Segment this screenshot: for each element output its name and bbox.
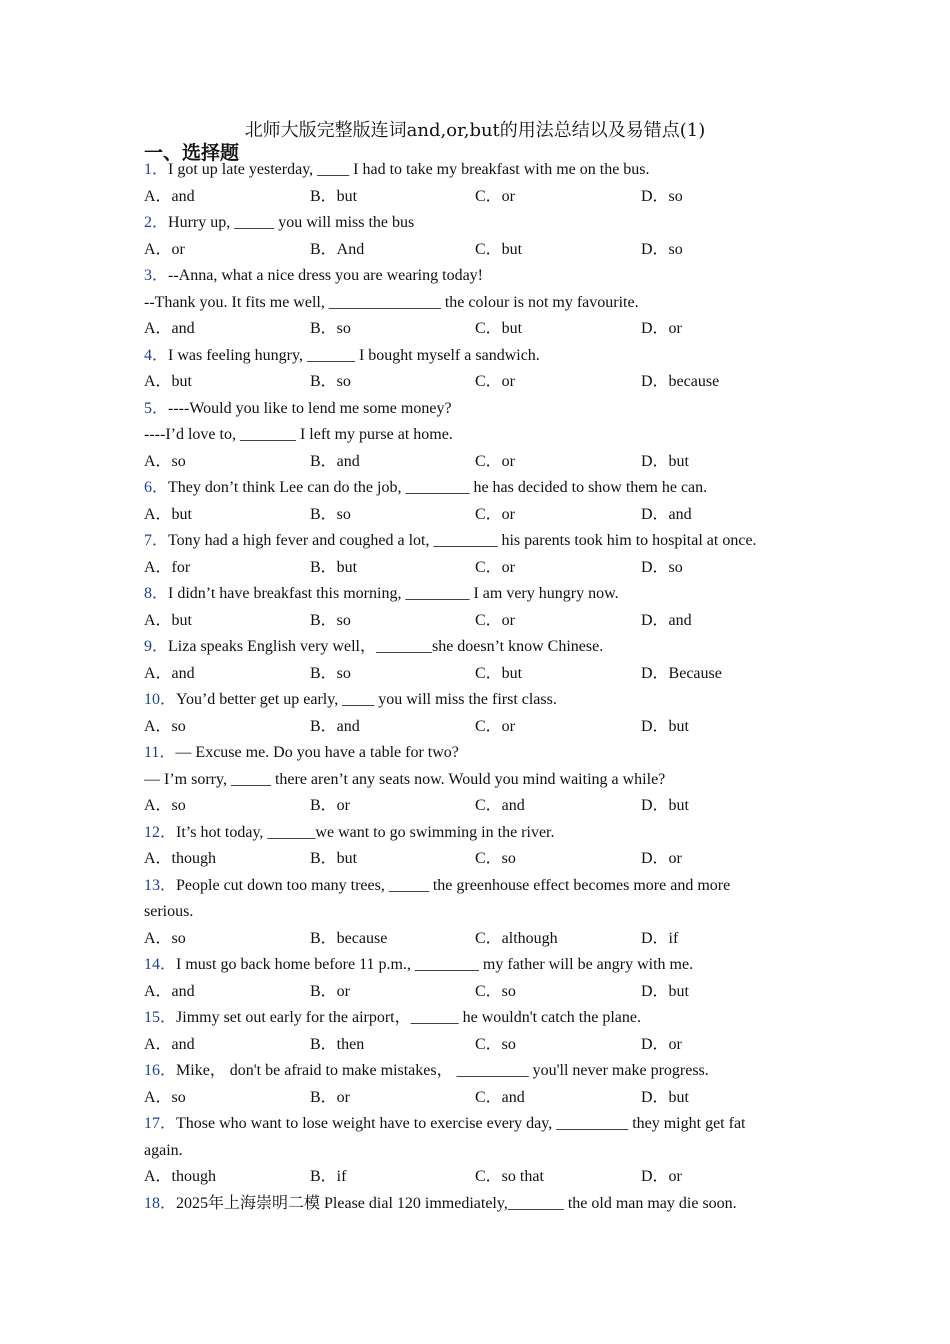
question-text: serious. [144, 903, 194, 920]
answer-option[interactable]: A．so [144, 1088, 186, 1106]
question-number: 2． [144, 214, 169, 231]
answer-option[interactable]: B．but [310, 850, 358, 867]
question-stem [144, 531, 804, 551]
question-stem [144, 876, 804, 896]
answer-option[interactable]: D．but [641, 1088, 690, 1106]
question-number: 14． [144, 956, 177, 973]
question-number: 15． [144, 1009, 177, 1026]
question-text: Tony had a high fever and coughed a lot, ________ his parents took him to hospital at once. [168, 532, 757, 549]
question-stem [144, 743, 804, 763]
answer-option[interactable]: C．so [475, 850, 516, 867]
answer-option[interactable]: D．and [641, 505, 692, 523]
question-stem [144, 266, 804, 286]
question-text: — I’m sorry, _____ there aren’t any seats now. Would you mind waiting a while? [144, 770, 666, 788]
question-text: Hurry up, _____ you will miss the bus [168, 214, 415, 231]
question-text: 2025年上海崇明二模 Please dial 120 immediately,_______ the old man may die soon. [176, 1194, 737, 1212]
answer-option[interactable]: D．and [641, 611, 692, 629]
answer-option[interactable]: B．or [310, 797, 351, 814]
question-line [144, 770, 804, 790]
answer-option[interactable]: B．and [310, 452, 360, 470]
answer-option[interactable]: D．Because [641, 664, 722, 682]
question-stem [144, 1194, 804, 1214]
answer-option[interactable]: C．but [475, 320, 523, 337]
question-number: 1． [144, 161, 169, 178]
question-text: — Excuse me. Do you have a table for two? [175, 744, 459, 761]
question-number: 13． [144, 876, 177, 894]
question-number: 18． [144, 1194, 177, 1212]
question-stem [144, 160, 804, 180]
answer-option[interactable]: A．and [144, 187, 195, 205]
question-stem [144, 955, 804, 975]
answer-option[interactable]: B．And [310, 240, 365, 258]
answer-option[interactable]: A．but [144, 611, 193, 629]
answer-option[interactable]: C．although [475, 929, 558, 947]
question-number: 3． [144, 267, 169, 284]
answer-option[interactable]: A．so [144, 797, 186, 814]
answer-option[interactable]: B．if [310, 1168, 347, 1185]
answer-option[interactable]: D．or [641, 1035, 682, 1053]
answer-option[interactable]: A．and [144, 320, 195, 337]
answer-option[interactable]: C．or [475, 187, 516, 205]
answer-option[interactable]: C．or [475, 452, 516, 470]
answer-option[interactable]: A．for [144, 558, 191, 576]
question-text: --Anna, what a nice dress you are wearing today! [168, 267, 483, 284]
question-text: I got up late yesterday, ____ I had to take my breakfast with me on the bus. [168, 161, 650, 178]
question-text: I was feeling hungry, ______ I bought myself a sandwich. [168, 346, 540, 364]
answer-option[interactable]: C．and [475, 1088, 525, 1106]
answer-option[interactable]: D．or [641, 850, 682, 867]
question-stem [144, 637, 804, 657]
question-number: 4． [144, 346, 169, 364]
answer-option[interactable]: C．but [475, 664, 523, 682]
answer-option[interactable]: D．but [641, 797, 690, 814]
question-number: 7． [144, 532, 169, 549]
answer-option[interactable]: C．so that [475, 1168, 544, 1185]
answer-option[interactable]: A．though [144, 850, 217, 867]
answer-option[interactable]: A．so [144, 929, 186, 947]
answer-option[interactable]: A．and [144, 982, 195, 1000]
answer-option[interactable]: A．and [144, 664, 195, 682]
question-number: 10． [144, 691, 177, 708]
answer-option[interactable]: C．or [475, 373, 516, 390]
answer-option[interactable]: A．though [144, 1168, 217, 1185]
question-number: 9． [144, 638, 169, 655]
answer-option[interactable]: C．so [475, 982, 516, 1000]
answer-option[interactable]: D．so [641, 187, 683, 205]
answer-option[interactable]: A．but [144, 373, 193, 390]
question-text: It’s hot today, ______we want to go swimming in the river. [176, 823, 555, 841]
answer-option[interactable]: D．so [641, 558, 683, 576]
question-stem [144, 1114, 804, 1134]
answer-option[interactable]: D．or [641, 1168, 682, 1185]
question-number: 11． [144, 744, 176, 761]
question-line [144, 293, 804, 313]
answer-option[interactable]: A．but [144, 505, 193, 523]
answer-option[interactable]: B．but [310, 187, 358, 205]
answer-option[interactable]: D．but [641, 982, 690, 1000]
question-stem [144, 690, 804, 710]
question-line [144, 425, 804, 445]
question-text: Jimmy set out early for the airport，______ he wouldn't catch the plane. [176, 1009, 642, 1026]
question-number: 17． [144, 1115, 177, 1132]
question-text: They don’t think Lee can do the job, ________ he has decided to show them he can. [168, 479, 708, 496]
question-text: I didn’t have breakfast this morning, ________ I am very hungry now. [168, 585, 619, 602]
question-text: You’d better get up early, ____ you will miss the first class. [176, 691, 557, 708]
answer-option[interactable]: A．so [144, 452, 186, 470]
question-text: ----Would you like to lend me some money? [168, 399, 452, 417]
answer-option[interactable]: C．or [475, 611, 516, 629]
document-title: 北师大版完整版连词and,or,but的用法总结以及易错点(1) [244, 120, 706, 141]
question-line [144, 902, 804, 922]
question-number: 16． [144, 1062, 177, 1079]
question-stem [144, 584, 804, 604]
question-text: People cut down too many trees, _____ the greenhouse effect becomes more and more [176, 876, 731, 894]
answer-option[interactable]: C．but [475, 240, 523, 258]
question-stem [144, 399, 804, 419]
question-number: 8． [144, 585, 169, 602]
answer-option[interactable]: C．or [475, 558, 516, 576]
answer-option[interactable]: A．so [144, 717, 186, 735]
answer-option[interactable]: B．but [310, 558, 358, 576]
answer-option[interactable]: B．or [310, 982, 351, 1000]
answer-option[interactable]: D．but [641, 717, 690, 735]
answer-option[interactable]: B．and [310, 717, 360, 735]
answer-option[interactable]: D．if [641, 929, 679, 947]
answer-option[interactable]: C．or [475, 505, 516, 523]
answer-option[interactable]: D．but [641, 452, 690, 470]
question-text: ----I’d love to, _______ I left my purse at home. [144, 426, 453, 443]
question-stem [144, 1008, 804, 1028]
answer-option[interactable]: A．and [144, 1035, 195, 1053]
section-heading: 一、选择题 [144, 142, 240, 164]
answer-option[interactable]: B．so [310, 664, 351, 682]
answer-option[interactable]: B．so [310, 611, 351, 629]
answer-option[interactable]: D．because [641, 373, 720, 390]
question-text: Those who want to lose weight have to exercise every day, _________ they might get fat [176, 1115, 746, 1132]
answer-option[interactable]: B．because [310, 929, 388, 947]
question-text: Liza speaks English very well，_______she doesn’t know Chinese. [168, 638, 604, 655]
answer-option[interactable]: B．then [310, 1035, 365, 1053]
answer-option[interactable]: D．or [641, 320, 682, 337]
question-stem [144, 823, 804, 843]
question-text: Mike， don't be afraid to make mistakes， _________ you'll never make progress. [176, 1062, 709, 1079]
answer-option[interactable]: C．or [475, 717, 516, 735]
question-stem [144, 213, 804, 233]
question-stem [144, 346, 804, 366]
answer-option[interactable]: B．so [310, 505, 351, 523]
question-stem [144, 1061, 804, 1081]
question-number: 12． [144, 823, 177, 841]
question-text: --Thank you. It fits me well, ______________ the colour is not my favourite. [144, 293, 639, 311]
question-line [144, 1141, 804, 1161]
answer-option[interactable]: C．and [475, 797, 525, 814]
question-text: again. [144, 1141, 183, 1159]
question-number: 6． [144, 479, 169, 496]
answer-option[interactable]: B．so [310, 320, 351, 337]
question-stem [144, 478, 804, 498]
answer-option[interactable]: B．or [310, 1088, 351, 1106]
answer-option[interactable]: D．so [641, 240, 683, 258]
question-text: I must go back home before 11 p.m., ________ my father will be angry with me. [176, 956, 694, 973]
answer-option[interactable]: C．so [475, 1035, 516, 1053]
answer-option[interactable]: A．or [144, 240, 185, 258]
question-number: 5． [144, 399, 169, 417]
answer-option[interactable]: B．so [310, 373, 351, 390]
